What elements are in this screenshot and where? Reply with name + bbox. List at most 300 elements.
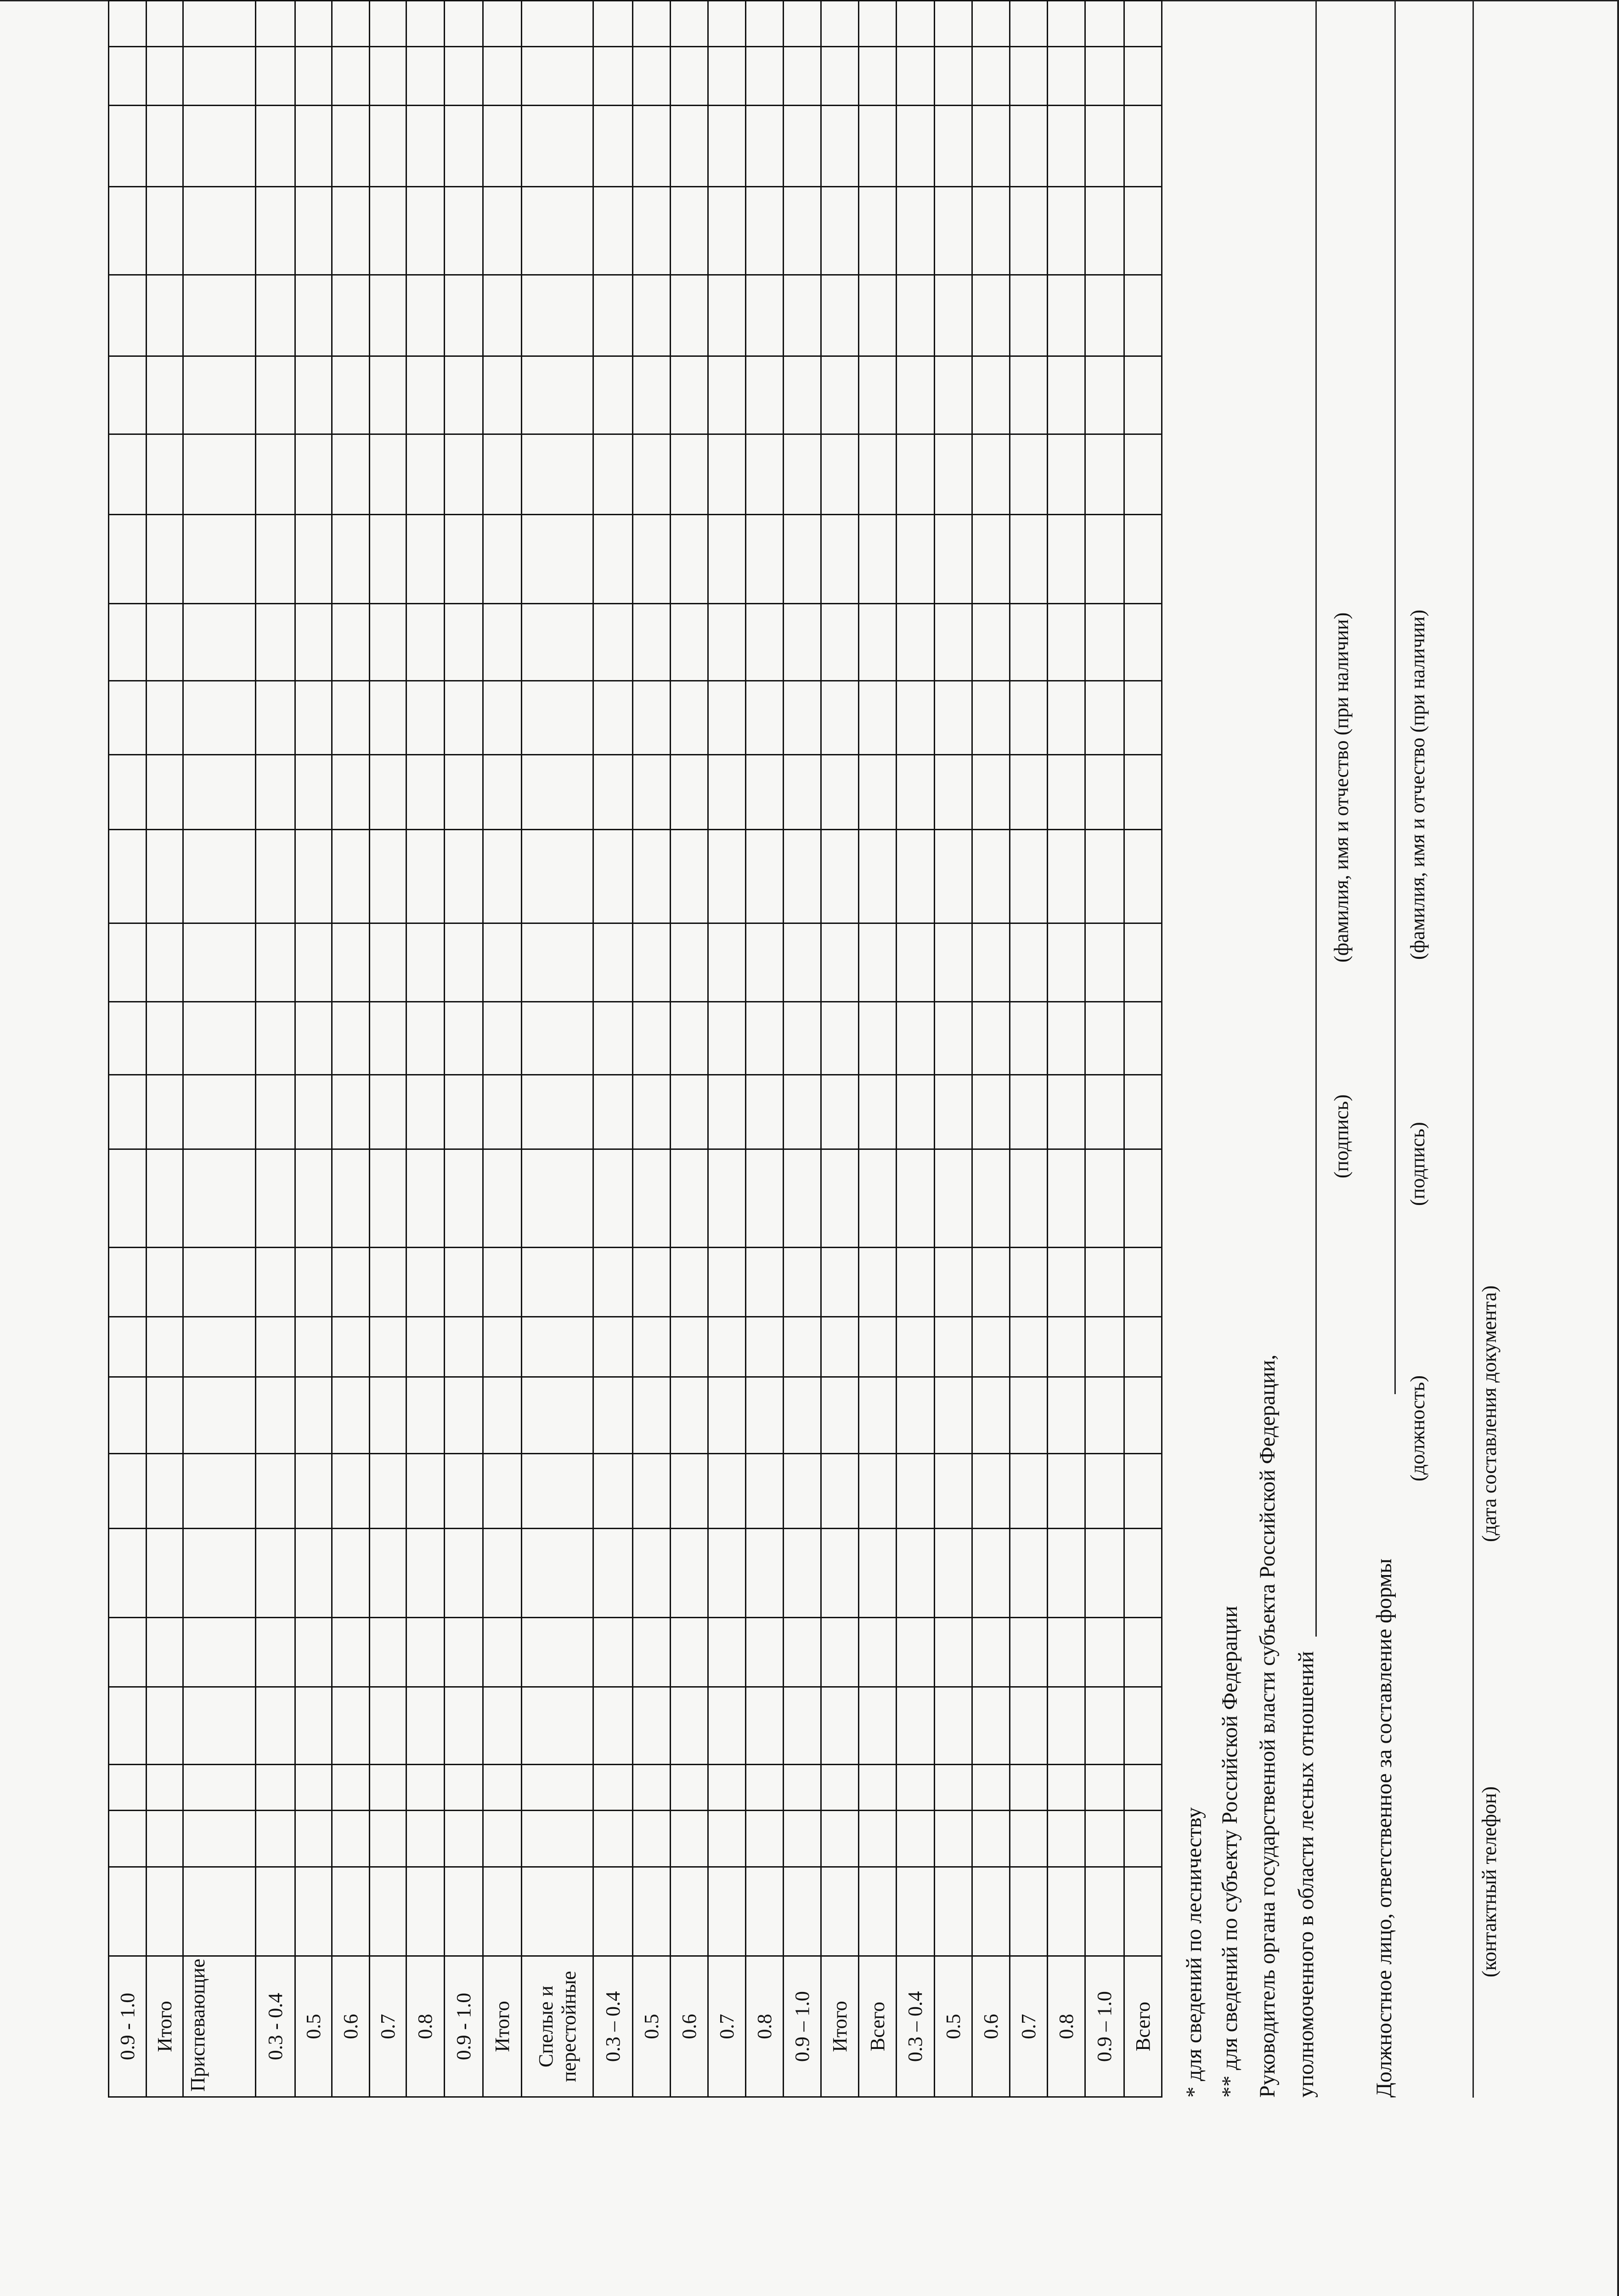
- table-cell[interactable]: [256, 356, 295, 434]
- table-cell[interactable]: [109, 1765, 147, 1810]
- table-cell[interactable]: [109, 1317, 147, 1377]
- table-cell[interactable]: [522, 1687, 593, 1765]
- table-cell[interactable]: [593, 1765, 633, 1810]
- table-cell[interactable]: [445, 106, 483, 187]
- table-cell[interactable]: [483, 1248, 522, 1317]
- table-cell[interactable]: [746, 1075, 784, 1149]
- table-cell[interactable]: [593, 187, 633, 275]
- table-cell[interactable]: [1010, 1248, 1048, 1317]
- table-cell[interactable]: [256, 1002, 295, 1075]
- table-cell[interactable]: [935, 1867, 972, 1956]
- table-cell[interactable]: [445, 1248, 483, 1317]
- table-cell[interactable]: [406, 1, 445, 47]
- table-cell[interactable]: [183, 187, 256, 275]
- table-cell[interactable]: [746, 514, 784, 603]
- table-cell[interactable]: [972, 681, 1010, 754]
- table-cell[interactable]: [183, 1075, 256, 1149]
- table-cell[interactable]: [332, 356, 370, 434]
- table-cell[interactable]: [406, 275, 445, 356]
- table-cell[interactable]: [183, 1528, 256, 1617]
- table-cell[interactable]: [147, 275, 183, 356]
- table-cell[interactable]: [935, 829, 972, 923]
- table-cell[interactable]: [1010, 1454, 1048, 1529]
- table-cell[interactable]: [859, 1149, 897, 1248]
- table-cell[interactable]: [256, 681, 295, 754]
- table-cell[interactable]: [183, 1687, 256, 1765]
- table-cell[interactable]: [593, 829, 633, 923]
- table-cell[interactable]: [859, 434, 897, 515]
- table-cell[interactable]: [671, 1687, 708, 1765]
- table-cell[interactable]: [1124, 275, 1162, 356]
- table-cell[interactable]: [746, 1528, 784, 1617]
- table-cell[interactable]: [406, 1810, 445, 1867]
- table-cell[interactable]: [109, 1810, 147, 1867]
- table-cell[interactable]: [295, 1377, 332, 1454]
- table-cell[interactable]: [633, 604, 671, 681]
- table-cell[interactable]: [1124, 1867, 1162, 1956]
- table-cell[interactable]: [859, 1528, 897, 1617]
- table-cell[interactable]: [183, 1810, 256, 1867]
- table-cell[interactable]: [784, 1317, 821, 1377]
- table-cell[interactable]: [522, 356, 593, 434]
- table-cell[interactable]: [821, 1377, 859, 1454]
- table-cell[interactable]: [1010, 46, 1048, 106]
- table-cell[interactable]: [295, 1454, 332, 1529]
- table-cell[interactable]: [1048, 923, 1085, 1002]
- table-cell[interactable]: [633, 1867, 671, 1956]
- table-cell[interactable]: [784, 1810, 821, 1867]
- table-cell[interactable]: [295, 604, 332, 681]
- table-cell[interactable]: [935, 1618, 972, 1687]
- table-cell[interactable]: [972, 1618, 1010, 1687]
- table-cell[interactable]: [746, 1810, 784, 1867]
- table-cell[interactable]: [256, 106, 295, 187]
- table-cell[interactable]: [147, 1528, 183, 1617]
- table-cell[interactable]: [859, 754, 897, 829]
- table-cell[interactable]: [147, 1765, 183, 1810]
- table-cell[interactable]: [1010, 1528, 1048, 1617]
- table-cell[interactable]: [671, 1075, 708, 1149]
- table-cell[interactable]: [708, 923, 746, 1002]
- table-cell[interactable]: [708, 829, 746, 923]
- table-cell[interactable]: [671, 46, 708, 106]
- table-cell[interactable]: [1124, 434, 1162, 515]
- table-cell[interactable]: [935, 754, 972, 829]
- table-cell[interactable]: [406, 1149, 445, 1248]
- table-cell[interactable]: [522, 1810, 593, 1867]
- table-cell[interactable]: [256, 275, 295, 356]
- table-cell[interactable]: [483, 187, 522, 275]
- table-cell[interactable]: [522, 1454, 593, 1529]
- table-cell[interactable]: [295, 754, 332, 829]
- table-cell[interactable]: [859, 1618, 897, 1687]
- table-cell[interactable]: [708, 1377, 746, 1454]
- table-cell[interactable]: [897, 1002, 935, 1075]
- table-cell[interactable]: [746, 1, 784, 47]
- table-cell[interactable]: [406, 754, 445, 829]
- table-cell[interactable]: [483, 275, 522, 356]
- table-cell[interactable]: [671, 1810, 708, 1867]
- table-cell[interactable]: [483, 1765, 522, 1810]
- table-cell[interactable]: [370, 106, 406, 187]
- table-cell[interactable]: [746, 923, 784, 1002]
- table-cell[interactable]: [522, 275, 593, 356]
- table-cell[interactable]: [821, 1317, 859, 1377]
- table-cell[interactable]: [147, 1075, 183, 1149]
- table-cell[interactable]: [671, 514, 708, 603]
- table-cell[interactable]: [1085, 434, 1124, 515]
- table-cell[interactable]: [1085, 514, 1124, 603]
- table-cell[interactable]: [897, 434, 935, 515]
- table-cell[interactable]: [708, 1248, 746, 1317]
- table-cell[interactable]: [859, 514, 897, 603]
- table-cell[interactable]: [671, 604, 708, 681]
- table-cell[interactable]: [708, 1765, 746, 1810]
- table-cell[interactable]: [256, 1687, 295, 1765]
- table-cell[interactable]: [1085, 1075, 1124, 1149]
- table-cell[interactable]: [708, 1810, 746, 1867]
- table-cell[interactable]: [897, 1317, 935, 1377]
- table-cell[interactable]: [821, 604, 859, 681]
- table-cell[interactable]: [593, 1317, 633, 1377]
- table-cell[interactable]: [784, 754, 821, 829]
- table-cell[interactable]: [633, 1687, 671, 1765]
- table-cell[interactable]: [370, 275, 406, 356]
- table-cell[interactable]: [1085, 604, 1124, 681]
- table-cell[interactable]: [483, 1528, 522, 1617]
- table-cell[interactable]: [147, 1002, 183, 1075]
- table-cell[interactable]: [821, 187, 859, 275]
- table-cell[interactable]: [859, 1317, 897, 1377]
- table-cell[interactable]: [784, 1075, 821, 1149]
- table-cell[interactable]: [708, 1149, 746, 1248]
- table-cell[interactable]: [633, 1, 671, 47]
- table-cell[interactable]: [109, 1149, 147, 1248]
- table-cell[interactable]: [1085, 187, 1124, 275]
- table-cell[interactable]: [147, 681, 183, 754]
- table-cell[interactable]: [332, 275, 370, 356]
- table-cell[interactable]: [445, 434, 483, 515]
- table-cell[interactable]: [256, 46, 295, 106]
- table-cell[interactable]: [406, 1377, 445, 1454]
- table-cell[interactable]: [1010, 829, 1048, 923]
- table-cell[interactable]: [897, 106, 935, 187]
- table-cell[interactable]: [972, 46, 1010, 106]
- table-cell[interactable]: [859, 1687, 897, 1765]
- table-cell[interactable]: [1048, 1687, 1085, 1765]
- table-cell[interactable]: [784, 514, 821, 603]
- table-cell[interactable]: [183, 1248, 256, 1317]
- table-cell[interactable]: [522, 754, 593, 829]
- table-cell[interactable]: [332, 1075, 370, 1149]
- table-cell[interactable]: [1085, 356, 1124, 434]
- table-cell[interactable]: [1085, 1377, 1124, 1454]
- table-cell[interactable]: [821, 1454, 859, 1529]
- table-cell[interactable]: [256, 1, 295, 47]
- table-cell[interactable]: [1010, 1002, 1048, 1075]
- table-cell[interactable]: [784, 1454, 821, 1529]
- table-cell[interactable]: [1010, 106, 1048, 187]
- table-cell[interactable]: [821, 106, 859, 187]
- table-cell[interactable]: [295, 1810, 332, 1867]
- table-cell[interactable]: [593, 275, 633, 356]
- table-cell[interactable]: [1124, 681, 1162, 754]
- table-cell[interactable]: [183, 1149, 256, 1248]
- table-cell[interactable]: [708, 514, 746, 603]
- table-cell[interactable]: [1048, 681, 1085, 754]
- table-cell[interactable]: [295, 1, 332, 47]
- table-cell[interactable]: [483, 829, 522, 923]
- table-cell[interactable]: [483, 1687, 522, 1765]
- table-cell[interactable]: [972, 604, 1010, 681]
- table-cell[interactable]: [935, 1377, 972, 1454]
- table-cell[interactable]: [897, 275, 935, 356]
- table-cell[interactable]: [445, 1317, 483, 1377]
- table-cell[interactable]: [445, 356, 483, 434]
- table-cell[interactable]: [897, 923, 935, 1002]
- table-cell[interactable]: [671, 1454, 708, 1529]
- table-cell[interactable]: [1085, 46, 1124, 106]
- table-cell[interactable]: [708, 1618, 746, 1687]
- table-cell[interactable]: [671, 1, 708, 47]
- table-cell[interactable]: [109, 275, 147, 356]
- table-cell[interactable]: [972, 1075, 1010, 1149]
- table-cell[interactable]: [1048, 1248, 1085, 1317]
- table-cell[interactable]: [784, 923, 821, 1002]
- table-cell[interactable]: [370, 356, 406, 434]
- table-cell[interactable]: [1010, 434, 1048, 515]
- table-cell[interactable]: [295, 1248, 332, 1317]
- table-cell[interactable]: [1048, 1867, 1085, 1956]
- table-cell[interactable]: [1048, 187, 1085, 275]
- table-cell[interactable]: [109, 106, 147, 187]
- table-cell[interactable]: [522, 1248, 593, 1317]
- table-cell[interactable]: [445, 1687, 483, 1765]
- table-cell[interactable]: [821, 1867, 859, 1956]
- table-cell[interactable]: [746, 46, 784, 106]
- table-cell[interactable]: [147, 1810, 183, 1867]
- table-cell[interactable]: [1048, 46, 1085, 106]
- table-cell[interactable]: [1124, 1075, 1162, 1149]
- table-cell[interactable]: [370, 1377, 406, 1454]
- table-cell[interactable]: [332, 1149, 370, 1248]
- table-cell[interactable]: [332, 106, 370, 187]
- table-cell[interactable]: [746, 1248, 784, 1317]
- table-cell[interactable]: [256, 1528, 295, 1617]
- table-cell[interactable]: [593, 46, 633, 106]
- table-cell[interactable]: [784, 1618, 821, 1687]
- table-cell[interactable]: [332, 754, 370, 829]
- table-cell[interactable]: [295, 275, 332, 356]
- table-cell[interactable]: [256, 754, 295, 829]
- table-cell[interactable]: [1048, 604, 1085, 681]
- table-cell[interactable]: [897, 1377, 935, 1454]
- table-cell[interactable]: [483, 106, 522, 187]
- table-cell[interactable]: [972, 1867, 1010, 1956]
- table-cell[interactable]: [147, 923, 183, 1002]
- table-cell[interactable]: [406, 829, 445, 923]
- table-cell[interactable]: [406, 1618, 445, 1687]
- table-cell[interactable]: [1124, 356, 1162, 434]
- table-cell[interactable]: [406, 1687, 445, 1765]
- table-cell[interactable]: [1124, 1618, 1162, 1687]
- table-cell[interactable]: [746, 1149, 784, 1248]
- table-cell[interactable]: [708, 1528, 746, 1617]
- table-cell[interactable]: [1048, 1377, 1085, 1454]
- table-cell[interactable]: [183, 829, 256, 923]
- table-cell[interactable]: [406, 1248, 445, 1317]
- table-cell[interactable]: [859, 829, 897, 923]
- table-cell[interactable]: [935, 923, 972, 1002]
- table-cell[interactable]: [370, 681, 406, 754]
- table-cell[interactable]: [1085, 923, 1124, 1002]
- table-cell[interactable]: [256, 829, 295, 923]
- table-cell[interactable]: [821, 1002, 859, 1075]
- table-cell[interactable]: [708, 275, 746, 356]
- table-cell[interactable]: [147, 46, 183, 106]
- table-cell[interactable]: [1085, 275, 1124, 356]
- table-cell[interactable]: [109, 923, 147, 1002]
- table-cell[interactable]: [295, 514, 332, 603]
- table-cell[interactable]: [406, 1075, 445, 1149]
- table-cell[interactable]: [784, 1, 821, 47]
- table-cell[interactable]: [972, 434, 1010, 515]
- table-cell[interactable]: [483, 514, 522, 603]
- table-cell[interactable]: [109, 46, 147, 106]
- table-cell[interactable]: [109, 1867, 147, 1956]
- table-cell[interactable]: [406, 514, 445, 603]
- table-cell[interactable]: [483, 1867, 522, 1956]
- table-cell[interactable]: [522, 1377, 593, 1454]
- table-cell[interactable]: [295, 106, 332, 187]
- table-cell[interactable]: [897, 1454, 935, 1529]
- table-cell[interactable]: [1048, 1528, 1085, 1617]
- table-cell[interactable]: [593, 1, 633, 47]
- table-cell[interactable]: [972, 1528, 1010, 1617]
- table-cell[interactable]: [972, 1810, 1010, 1867]
- table-cell[interactable]: [406, 923, 445, 1002]
- table-cell[interactable]: [522, 1002, 593, 1075]
- table-cell[interactable]: [332, 1317, 370, 1377]
- table-cell[interactable]: [1124, 1002, 1162, 1075]
- table-cell[interactable]: [671, 1377, 708, 1454]
- table-cell[interactable]: [859, 187, 897, 275]
- table-cell[interactable]: [1010, 1149, 1048, 1248]
- table-cell[interactable]: [633, 1075, 671, 1149]
- table-cell[interactable]: [147, 1867, 183, 1956]
- table-cell[interactable]: [256, 187, 295, 275]
- table-cell[interactable]: [671, 1765, 708, 1810]
- table-cell[interactable]: [972, 923, 1010, 1002]
- table-cell[interactable]: [445, 1149, 483, 1248]
- table-cell[interactable]: [1085, 1, 1124, 47]
- table-cell[interactable]: [972, 187, 1010, 275]
- table-cell[interactable]: [972, 1687, 1010, 1765]
- table-cell[interactable]: [593, 1810, 633, 1867]
- table-cell[interactable]: [1048, 1149, 1085, 1248]
- table-cell[interactable]: [295, 1687, 332, 1765]
- table-cell[interactable]: [633, 923, 671, 1002]
- table-cell[interactable]: [1124, 923, 1162, 1002]
- table-cell[interactable]: [109, 1002, 147, 1075]
- table-cell[interactable]: [1048, 1765, 1085, 1810]
- table-cell[interactable]: [746, 829, 784, 923]
- table-cell[interactable]: [445, 514, 483, 603]
- table-cell[interactable]: [972, 1317, 1010, 1377]
- table-cell[interactable]: [370, 1687, 406, 1765]
- table-cell[interactable]: [1010, 356, 1048, 434]
- table-cell[interactable]: [147, 1317, 183, 1377]
- table-cell[interactable]: [109, 1687, 147, 1765]
- table-cell[interactable]: [633, 1248, 671, 1317]
- table-cell[interactable]: [821, 514, 859, 603]
- table-cell[interactable]: [671, 187, 708, 275]
- table-cell[interactable]: [445, 1, 483, 47]
- table-cell[interactable]: [522, 1149, 593, 1248]
- table-cell[interactable]: [1124, 1528, 1162, 1617]
- table-cell[interactable]: [972, 1377, 1010, 1454]
- table-cell[interactable]: [183, 1454, 256, 1529]
- table-cell[interactable]: [708, 106, 746, 187]
- table-cell[interactable]: [332, 1, 370, 47]
- table-cell[interactable]: [370, 754, 406, 829]
- table-cell[interactable]: [332, 604, 370, 681]
- table-cell[interactable]: [295, 1528, 332, 1617]
- table-cell[interactable]: [332, 1454, 370, 1529]
- table-cell[interactable]: [708, 681, 746, 754]
- table-cell[interactable]: [256, 1149, 295, 1248]
- table-cell[interactable]: [784, 1528, 821, 1617]
- table-cell[interactable]: [593, 356, 633, 434]
- table-cell[interactable]: [483, 356, 522, 434]
- table-cell[interactable]: [593, 1377, 633, 1454]
- table-cell[interactable]: [332, 1687, 370, 1765]
- table-cell[interactable]: [483, 923, 522, 1002]
- table-cell[interactable]: [746, 681, 784, 754]
- table-cell[interactable]: [633, 514, 671, 603]
- table-cell[interactable]: [109, 681, 147, 754]
- table-cell[interactable]: [109, 434, 147, 515]
- table-cell[interactable]: [671, 1528, 708, 1617]
- table-cell[interactable]: [935, 1765, 972, 1810]
- table-cell[interactable]: [1085, 1765, 1124, 1810]
- table-cell[interactable]: [370, 514, 406, 603]
- table-cell[interactable]: [370, 1, 406, 47]
- table-cell[interactable]: [593, 604, 633, 681]
- table-cell[interactable]: [935, 1248, 972, 1317]
- table-cell[interactable]: [897, 1618, 935, 1687]
- table-cell[interactable]: [1124, 1454, 1162, 1529]
- table-cell[interactable]: [256, 923, 295, 1002]
- table-cell[interactable]: [746, 1867, 784, 1956]
- table-cell[interactable]: [483, 681, 522, 754]
- table-cell[interactable]: [256, 434, 295, 515]
- table-cell[interactable]: [746, 604, 784, 681]
- table-cell[interactable]: [708, 1317, 746, 1377]
- table-cell[interactable]: [1085, 1454, 1124, 1529]
- table-cell[interactable]: [370, 1075, 406, 1149]
- table-cell[interactable]: [109, 1454, 147, 1529]
- table-cell[interactable]: [406, 681, 445, 754]
- table-cell[interactable]: [1010, 1618, 1048, 1687]
- table-cell[interactable]: [1124, 106, 1162, 187]
- table-cell[interactable]: [332, 434, 370, 515]
- table-cell[interactable]: [859, 275, 897, 356]
- table-cell[interactable]: [445, 681, 483, 754]
- table-cell[interactable]: [183, 1, 256, 47]
- table-cell[interactable]: [483, 754, 522, 829]
- table-cell[interactable]: [109, 1377, 147, 1454]
